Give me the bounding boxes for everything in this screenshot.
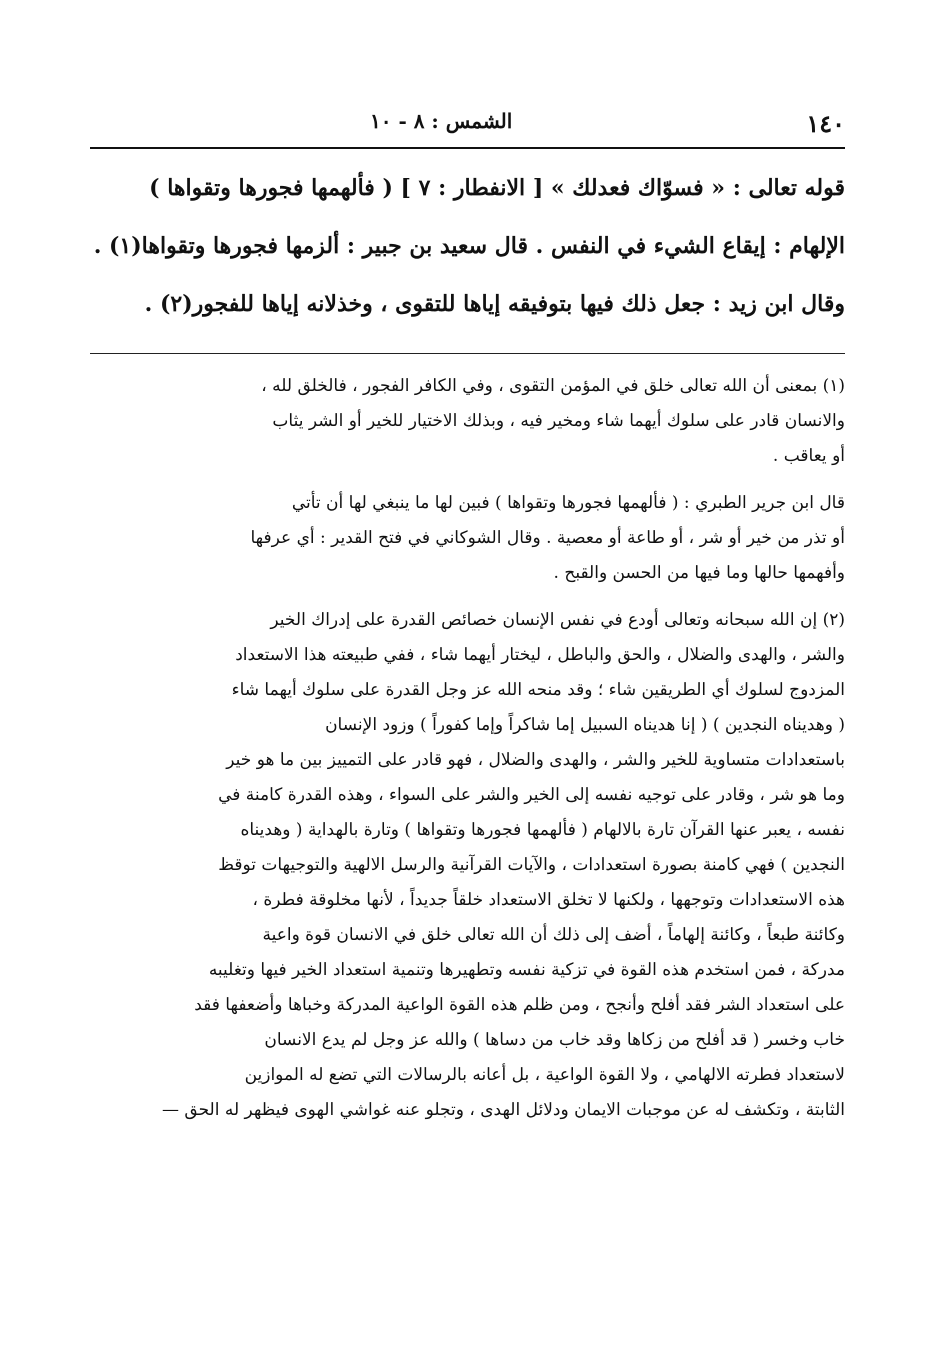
footnote-line: وما هو شر ، وقادر على توجيه نفسه إلى الخير والشر على السواء ، وهذه القدرة كامنة في (218, 785, 845, 805)
main-text-line: الإلهام : إيقاع الشيء في النفس . قال سعيد بن جبير : ألزمها فجورها وتقواها(١) . (93, 233, 845, 259)
footnote-paragraph (90, 486, 845, 591)
footnote-line: نفسه ، يعبر عنها القرآن تارة بالالهام ( فألهمها فجورها وتقواها ) وتارة بالهداية ( وهديناه (240, 820, 845, 840)
main-text-line: قوله تعالى : « فسوّاك فعدلك » [ الانفطار : ٧ ] ( فألهمها فجورها وتقواها ) (149, 175, 845, 201)
footnote-line: على استعداد الشر فقد أفلح وأنجح ، ومن ظلم هذه القوة الواعية المدركة وخباها وأضعفها فقد (194, 995, 845, 1015)
footnote-line: لاستعداد فطرته الالهامي ، ولا القوة الواعية ، بل أعانه بالرسالات التي تضع له الموازين (244, 1065, 845, 1085)
header-rule (90, 147, 845, 149)
footnote-line: هذه الاستعدادات وتوجهها ، ولكنها لا تخلق الاستعداد خلقاً جديداً ، لأنها مخلوقة فطرة ، (252, 890, 845, 910)
document-page (80, 95, 850, 1335)
footnote-line: والشر ، والهدى والضلال ، والحق والباطل ، ليختار أيهما شاء ، ففي طبيعته هذا الاستعداد (235, 645, 845, 665)
footnote-line: الثابتة ، وتكشف له عن موجبات الايمان ودلائل الهدى ، وتجلو عنه غواشي الهوى فيظهر له الحق — (161, 1100, 845, 1120)
footnote-line: وأفهمها حالها وما فيها من الحسن والقبح . (553, 563, 845, 583)
footnote-line: (٢) إن الله سبحانه وتعالى أودع في نفس الإنسان خصائص القدرة على إدراك الخير (270, 610, 845, 630)
footnotes (90, 369, 845, 1140)
footnote-line: (١) بمعنى أن الله تعالى خلق في المؤمن التقوى ، وفي الكافر الفجور ، فالخلق لله ، (261, 376, 845, 396)
footnote-line: قال ابن جرير الطبري : ( فألهمها فجورها وتقواها ) فبين لها ما ينبغي لها أن تأتي (291, 493, 845, 513)
main-text (90, 159, 845, 333)
footnote-line: باستعدادات متساوية للخير والشر ، والهدى والضلال ، فهو قادر على التمييز بين ما هو خير (226, 750, 845, 770)
page-number: ١٤٠ (806, 109, 845, 138)
footnote-line: والانسان قادر على سلوك أيهما شاء ومخير فيه ، وبذلك الاختيار للخير أو الشر يثاب (272, 411, 845, 431)
footnote-rule (90, 353, 845, 354)
footnote-paragraph (90, 603, 845, 1128)
footnote-line: ( وهديناه النجدين ) ( إنا هديناه السبيل إما شاكراً وإما كفوراً ) وزود الإنسان (325, 715, 845, 735)
main-text-line: وقال ابن زيد : جعل ذلك فيها بتوفيقه إياها للتقوى ، وخذلانه إياها للفجور(٢) . (144, 291, 845, 317)
footnote-line: المزدوج لسلوك أي الطريقين شاء ؛ وقد منحه الله عز وجل القدرة على سلوك أيهما شاء (231, 680, 845, 700)
page-header (90, 95, 845, 143)
footnote-line: أو تذر من خير أو شر ، أو طاعة أو معصية . وقال الشوكاني في فتح القدير : أي عرفها (250, 528, 845, 548)
footnote-line: مدركة ، فمن استخدم هذه القوة في تزكية نفسه وتطهيرها وتنمية استعداد الخير فيها وتغليبه (208, 960, 845, 980)
footnote-line: النجدين ) فهي كامنة بصورة استعدادات ، والآيات القرآنية والرسل الالهية والتوجيهات توقظ (218, 855, 845, 875)
footnote-line: أو يعاقب . (772, 446, 845, 466)
running-head: الشمس : ٨ - ١٠ (370, 109, 513, 133)
footnote-line: وكائنة طبعاً ، وكائنة إلهاماً ، أضف إلى ذلك أن الله تعالى خلق في الانسان قوة واعية (262, 925, 845, 945)
footnote-line: خاب وخسر ( قد أفلح من زكاها وقد خاب من دساها ) والله عز وجل لم يدع الانسان (264, 1030, 845, 1050)
footnote-paragraph (90, 369, 845, 474)
